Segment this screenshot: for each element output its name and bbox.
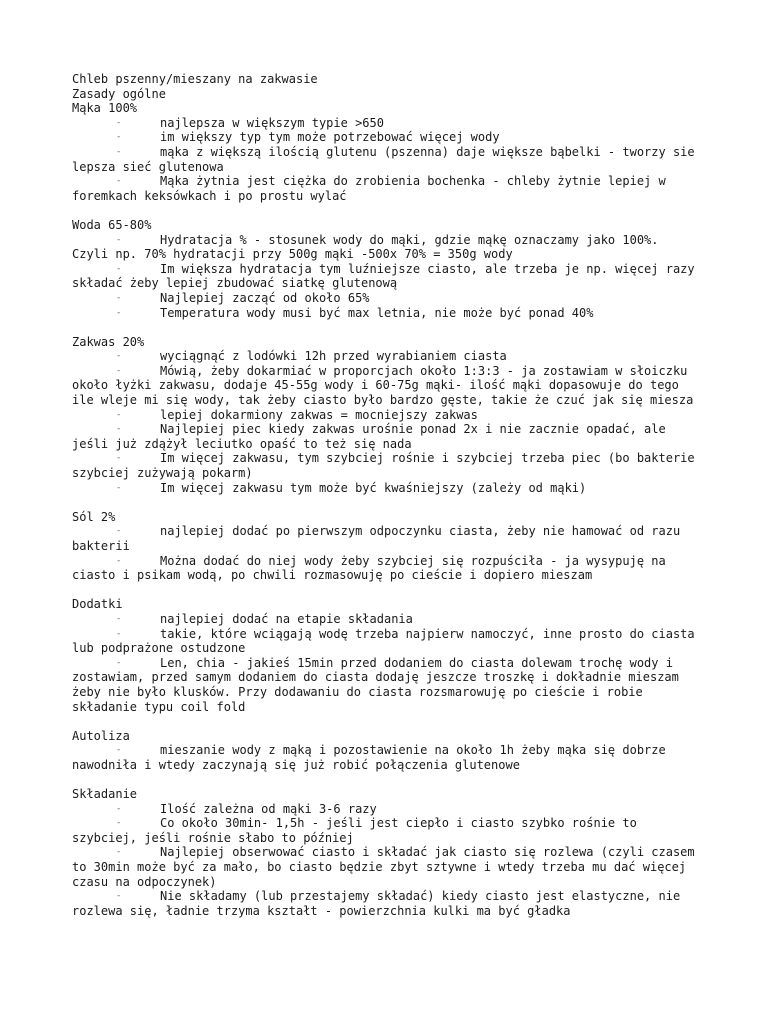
bullet-marker: - <box>116 307 122 318</box>
list-item <box>72 656 696 714</box>
section-salt <box>72 510 696 583</box>
bullet-marker: - <box>116 628 122 639</box>
bullet-marker: - <box>116 803 122 814</box>
list-item-text: Hydratacja % - stosunek wody do mąki, gdzie mąkę oznaczamy jako 100%. Czyli np. 70% hydratacji przy 500g mąki -500x 70% = 350g wody <box>72 232 666 262</box>
list-item-text: najlepiej dodać na etapie składania <box>160 611 413 626</box>
list-item <box>72 349 696 364</box>
list-item-text: Mówią, żeby dokarmiać w proporcjach około 1:3:3 - ja zostawiam w słoiczku około łyżki zakwasu, dodaje 45-55g wody i 60-75g mąki- ilość mąki dopasowuje do tego ile wleje mi się wody, tak żeby ciasto było bardzo gęste, takie że czuć jak się miesza <box>72 363 695 408</box>
list-item-text: najlepiej dodać po pierwszym odpoczynku ciasta, żeby nie hamować od razu bakterii <box>72 524 688 553</box>
document-subtitle: Zasady ogólne <box>72 86 166 101</box>
list-item-text: wyciągnąć z lodówki 12h przed wyrabianiem ciasta <box>160 349 507 364</box>
bullet-marker: - <box>116 424 122 435</box>
bullet-marker: - <box>116 818 122 829</box>
section-spacer <box>72 203 696 218</box>
list-item-text: lepiej dokarmiony zakwas = mocniejszy zakwas <box>160 407 478 422</box>
section-water <box>72 217 702 320</box>
bullet-marker: - <box>116 657 122 668</box>
list-item <box>72 364 696 408</box>
list-item-text: Co około 30min- 1,5h - jeśli jest ciepło i ciasto szybko rośnie to szybciej, jeśli rośnie słabo to później <box>72 816 645 845</box>
bullet-marker: - <box>116 613 122 624</box>
list-item <box>72 451 702 481</box>
section-heading: Składanie <box>72 787 138 802</box>
list-item-text: Najlepiej zacząć od około 65% <box>160 290 370 305</box>
section-autolysis <box>72 729 696 773</box>
list-item <box>72 306 696 321</box>
section-starter <box>72 334 702 496</box>
list-item-text: takie, które wciągają wodę trzeba najpierw namoczyć, inne prosto do ciasta lub podprażone ostudzone <box>72 626 702 656</box>
bullet-marker: - <box>116 555 122 566</box>
document-page <box>72 72 702 918</box>
list-item <box>72 144 702 174</box>
bullet-marker: - <box>116 482 122 493</box>
list-item-text: Temperatura wody musi być max letnia, nie może być ponad 40% <box>160 305 594 320</box>
list-item <box>72 845 702 889</box>
section-heading: Sól 2% <box>72 509 116 524</box>
bullet-marker: - <box>116 409 122 420</box>
section-heading: Woda 65-80% <box>72 217 152 232</box>
list-item <box>72 816 696 845</box>
list-item-text: Im więcej zakwasu, tym szybciej rośnie i szybciej trzeba piec (bo bakterie szybciej zużywają pokarm) <box>72 451 702 481</box>
bullet-marker: - <box>116 365 122 376</box>
list-item-text: Ilość zależna od mąki 3-6 razy <box>160 801 377 816</box>
bullet-marker: - <box>116 891 122 902</box>
list-item <box>72 743 696 772</box>
bullet-marker: - <box>116 132 122 143</box>
bullet-marker: - <box>116 176 122 187</box>
bullet-marker: - <box>116 292 122 303</box>
bullet-marker: - <box>116 351 122 362</box>
list-item <box>72 889 696 918</box>
list-item <box>72 802 696 817</box>
list-item <box>72 408 696 423</box>
section-spacer <box>72 495 696 510</box>
section-spacer <box>72 714 696 729</box>
section-heading: Autoliza <box>72 728 130 743</box>
bullet-marker: - <box>116 745 122 756</box>
list-item <box>72 116 696 131</box>
bullet-marker: - <box>116 146 122 157</box>
section-additions <box>72 597 702 714</box>
list-item <box>72 261 702 291</box>
list-item-text: Im więcej zakwasu tym może być kwaśniejszy (zależy od mąki) <box>160 480 587 495</box>
list-item-text: Mąka żytnia jest ciężka do zrobienia bochenka - chleby żytnie lepiej w foremkach keksówkach i po prostu wylać <box>72 174 673 203</box>
section-heading: Dodatki <box>72 597 123 612</box>
section-spacer <box>72 583 696 598</box>
list-item <box>72 233 696 262</box>
section-heading: Zakwas 20% <box>72 334 145 349</box>
bullet-marker: - <box>116 847 122 858</box>
bullet-marker: - <box>116 117 122 128</box>
list-item-text: mąka z większą ilością glutenu (pszenna) daje większe bąbelki - tworzy sie lepsza sieć glutenowa <box>72 144 702 174</box>
list-item <box>72 291 696 306</box>
bullet-marker: - <box>116 234 122 245</box>
list-item-text: Im większa hydratacja tym luźniejsze ciasto, ale trzeba je np. więcej razy składać żeby lepiej zbudować siatkę glutenową <box>72 261 702 291</box>
list-item-text: mieszanie wody z mąką i pozostawienie na około 1h żeby mąka się dobrze nawodniła i wtedy zaczynają się już robić połączenia glutenowe <box>72 743 673 772</box>
section-folding <box>72 787 702 918</box>
list-item <box>72 130 696 145</box>
list-item-text: im większy typ tym może potrzebować więcej wody <box>160 130 500 145</box>
bullet-marker: - <box>116 453 122 464</box>
list-item-text: Najlepiej piec kiedy zakwas urośnie ponad 2x i nie zacznie opadać, ale jeśli już zdążył leciutko opaść to też się nada <box>72 422 673 451</box>
document-title: Chleb pszenny/mieszany na zakwasie <box>72 72 318 86</box>
section-spacer <box>72 773 696 788</box>
list-item <box>72 554 696 583</box>
list-item <box>72 524 696 553</box>
list-item-text: najlepsza w większym typie >650 <box>160 115 384 130</box>
section-heading: Mąka 100% <box>72 101 138 116</box>
list-item <box>72 481 696 496</box>
bullet-marker: - <box>116 526 122 537</box>
section-flour <box>72 101 702 203</box>
bullet-marker: - <box>116 263 122 274</box>
list-item <box>72 422 696 451</box>
list-item <box>72 626 702 656</box>
list-item-text: Można dodać do niej wody żeby szybciej się rozpuściła - ja wysypuję na ciasto i psikam wodą, po chwili rozmasowuję po cieście i dopiero mieszam <box>72 553 673 583</box>
list-item <box>72 612 696 627</box>
list-item <box>72 174 696 203</box>
section-spacer <box>72 320 696 335</box>
list-item-text: Nie składamy (lub przestajemy składać) kiedy ciasto jest elastyczne, nie rozlewa się, ładnie trzyma kształt - powierzchnia kulki ma być gładka <box>72 889 688 918</box>
list-item-text: Najlepiej obserwować ciasto i składać jak ciasto się rozlewa (czyli czasem to 30min może być za mało, bo ciasto będzie zbyt sztywne i wtedy trzeba mu dać więcej czasu na odpoczynek) <box>72 845 702 889</box>
list-item-text: Len, chia - jakieś 15min przed dodaniem do ciasta dolewam trochę wody i zostawiam, przed samym dodaniem do ciasta dodaję jeszcze troszkę i dokładnie mieszam żeby nie było klusków. Przy dodawaniu do ciasta rozsmarowuję po cieście i robie składanie typu coil fold <box>72 655 687 714</box>
